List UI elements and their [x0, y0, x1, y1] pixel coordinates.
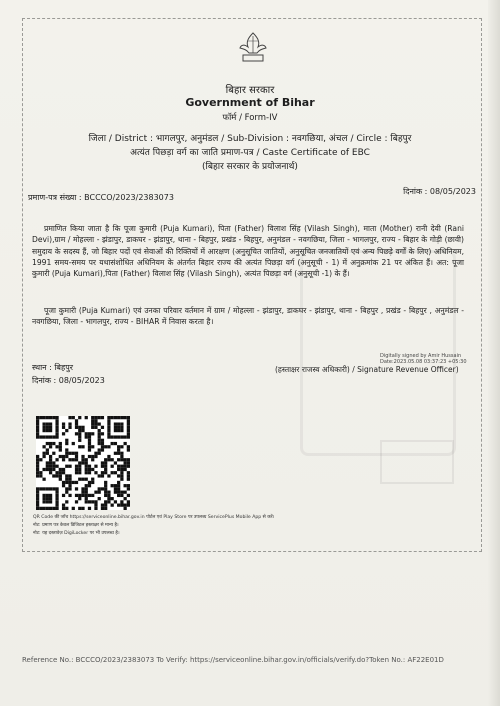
form-number: फॉर्म / Form-IV: [222, 113, 278, 123]
page-edge-shadow: [488, 0, 500, 706]
state-english: Government of Bihar: [185, 96, 315, 109]
bihar-emblem-icon: [235, 30, 271, 66]
state-hindi: बिहार सरकार: [225, 85, 275, 96]
reference-line: Reference No.: BCCCO/2023/2383073 To Verify: https://serviceonline.bihar.gov.in/officials/verify.do?Token No.: AF22E01D: [22, 656, 444, 664]
watermark-shape: [380, 440, 454, 484]
issue-place: स्थान : बिहपुर: [32, 363, 74, 372]
issue-date: दिनांक : 08/05/2023: [32, 376, 105, 385]
qr-code-icon: [36, 416, 130, 510]
residence-paragraph: पूजा कुमारी (Puja Kumari) एवं उनका परिवार वर्तमान में ग्राम / मोहल्ला - झंडापुर, डाकघर - झंडापुर, थाना - बिहपुर , प्रखंड - बिहपुर , अनुमंडल - नवगछिया, जिला - भागलपुर, राज्य - BIHAR में निवास करता है।: [32, 306, 464, 327]
certificate-date: दिनांक : 08/05/2023: [403, 187, 476, 196]
certificate-number: प्रमाण-पत्र संख्या : BCCCO/2023/2383073: [28, 193, 174, 202]
certification-paragraph: प्रमाणित किया जाता है कि पूजा कुमारी (Puja Kumari), पिता (Father) विलाश सिंह (Vilash Singh), माता (Mother) रानी देवी (Rani Devi),ग्राम / मोहल्ला - झंडापुर, डाकघर - झंडापुर, थाना - बिहपुर, प्रखंड - बिहपुर, अनुमंडल - नवगछिया, जिला - भागलपुर, राज्य - बिहार के गोड़ी (छावी) समुदाय के सदस्य हैं, जो बिहार पदों एवं सेवाओं की रिक्तियों में आरक्षण (अनुसूचित जातियों, अनुसूचित जनजातियों एवं अन्य पिछड़े वर्गों के लिए) अधिनियम, 1991 समय-समय पर यथासंशोधित अधिनियम के अंतर्गत बिहार राज्य की अत्यंत पिछड़ा वर्ग (अनुसूची - 1) में अनुक्रमांक 21 पर अंकित हैं। अत: पूजा कुमारी (Puja Kumari),पिता (Father) विलाश सिंह (Vilash Singh), अत्यंत पिछड़ा वर्ग (अनुसूची -1) के हैं।: [32, 224, 464, 279]
qr-verify-note: QR Code की जाँच https://serviceonline.bihar.gov.in पोर्टल एवं Play Store पर उपलब्ध ServicePlus Mobile App से करें।: [33, 515, 275, 520]
officer-signature-label: (हस्ताक्षर राजस्व अधिकारी) / Signature Revenue Officer): [275, 365, 459, 374]
qr-note-2: नोट: प्रमाण पत्र केवल डिजिटल हस्ताक्षर से मान्य है।: [33, 523, 119, 528]
location-line: जिला / District : भागलपुर, अनुमंडल / Sub-Division : नवगछिया, अंचल / Circle : बिहपुर: [88, 134, 412, 144]
purpose-line: (बिहार सरकार के प्रयोजनार्थ): [202, 162, 298, 172]
qr-note-3: नोट: यह दस्तावेज़ DigiLocker पर भी उपलब्ध है।: [33, 531, 120, 536]
digital-signature-date: Date:2023.05.08 03:37:23 +05:30: [380, 359, 467, 365]
digital-signature-name: Digitally signed by Amir Hussain: [380, 353, 462, 359]
certificate-title: अत्यंत पिछड़ा वर्ग का जाति प्रमाण-पत्र / Caste Certificate of EBC: [130, 148, 370, 158]
